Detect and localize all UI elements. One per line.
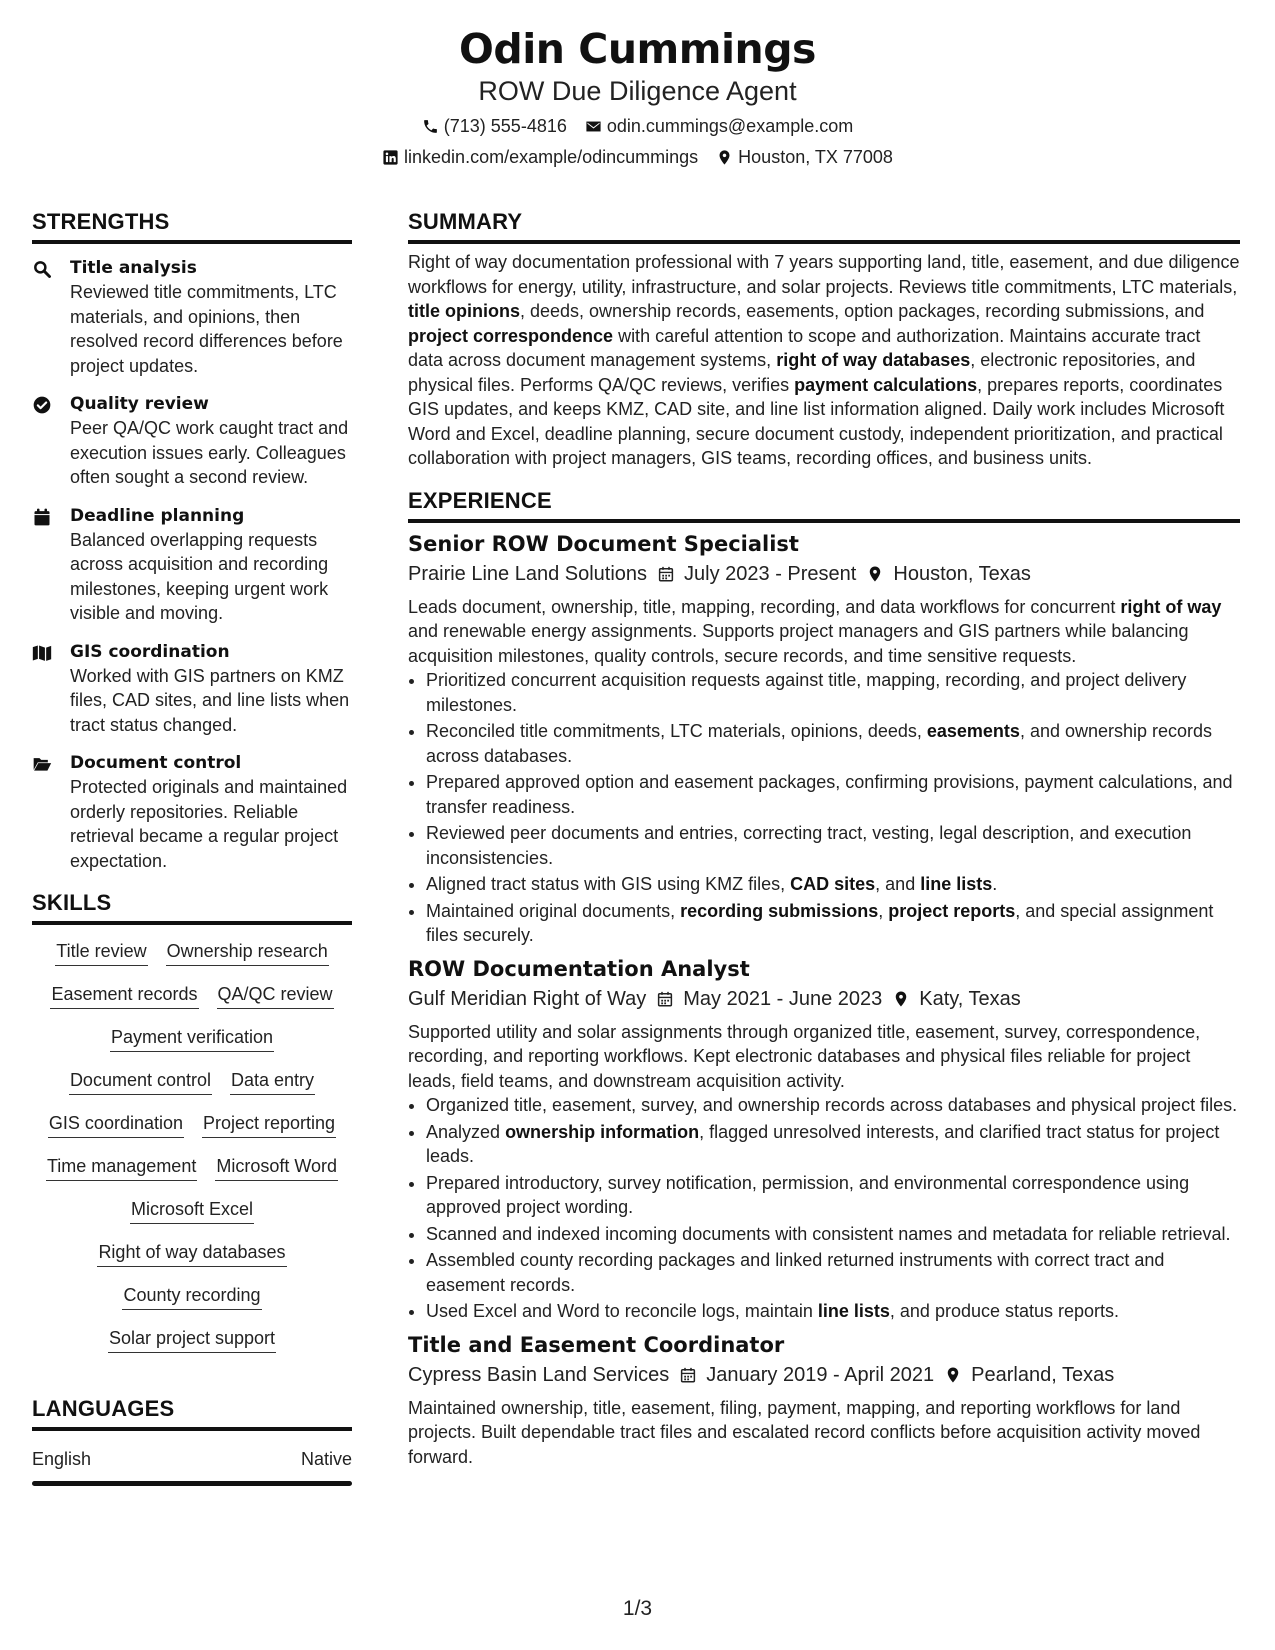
job-company: Gulf Meridian Right of Way bbox=[408, 987, 647, 1010]
skill-chip: County recording bbox=[122, 1283, 261, 1310]
location-pin-icon bbox=[716, 149, 733, 166]
contact-email[interactable] bbox=[585, 113, 853, 139]
resume-header bbox=[0, 22, 1275, 170]
skill-chip: QA/QC review bbox=[217, 982, 334, 1009]
calendar-outline-icon bbox=[656, 990, 674, 1008]
experience-heading: EXPERIENCE bbox=[408, 487, 552, 513]
job-bullet: • Maintained original documents, recording submissions, project reports, and special assignment files securely. bbox=[426, 899, 1240, 948]
calendar-icon bbox=[32, 507, 52, 527]
job-bullet: • Used Excel and Word to reconcile logs, maintain line lists, and produce status reports. bbox=[426, 1299, 1240, 1324]
skills-list bbox=[32, 939, 352, 1353]
map-icon bbox=[32, 643, 52, 663]
summary-section bbox=[408, 206, 1240, 471]
strength-description: Worked with GIS partners on KMZ files, CAD sites, and line lists when tract status changed. bbox=[70, 665, 350, 735]
linkedin-text[interactable]: linkedin.com/example/odincummings bbox=[404, 147, 699, 167]
languages-heading: LANGUAGES bbox=[32, 1396, 175, 1421]
job-title: Title and Easement Coordinator bbox=[408, 1332, 785, 1357]
job-dates: January 2019 - April 2021 bbox=[706, 1363, 935, 1386]
section-divider bbox=[408, 240, 1240, 244]
strength-item bbox=[32, 504, 352, 626]
phone-text: (713) 555-4816 bbox=[443, 116, 567, 136]
job-title: Senior ROW Document Specialist bbox=[408, 531, 799, 556]
strength-title: GIS coordination bbox=[70, 641, 230, 662]
job-title: ROW Documentation Analyst bbox=[408, 956, 750, 981]
job-entry bbox=[408, 529, 1240, 948]
envelope-icon bbox=[585, 118, 602, 135]
search-icon bbox=[32, 259, 52, 279]
job-bullets bbox=[408, 1093, 1240, 1324]
languages-section bbox=[32, 1393, 352, 1486]
skill-chip: Project reporting bbox=[202, 1111, 336, 1138]
job-location: Pearland, Texas bbox=[971, 1363, 1115, 1386]
job-bullet: • Organized title, easement, survey, and ownership records across databases and physical project files. bbox=[426, 1093, 1240, 1118]
phone-icon bbox=[422, 118, 439, 135]
calendar-outline-icon bbox=[657, 565, 675, 583]
language-level: Native bbox=[300, 1449, 352, 1469]
job-bullets bbox=[408, 668, 1240, 948]
experience-section bbox=[408, 485, 1240, 1470]
right-column bbox=[408, 206, 1240, 1469]
skill-chip: Right of way databases bbox=[97, 1240, 286, 1267]
language-name: English bbox=[32, 1449, 92, 1469]
job-bullet: • Reconciled title commitments, LTC materials, opinions, deeds, easements, and ownership records across databases. bbox=[426, 719, 1240, 768]
linkedin-icon bbox=[382, 149, 399, 166]
location-text: Houston, TX 77008 bbox=[738, 147, 893, 167]
location-pin-icon bbox=[892, 990, 910, 1008]
language-item bbox=[32, 1447, 352, 1471]
strength-item bbox=[32, 751, 352, 873]
job-intro: Maintained ownership, title, easement, filing, payment, mapping, and reporting workflows for land projects. Built dependable tract files and escalated record conflicts before acquisition activity moved forward. bbox=[408, 1397, 1201, 1467]
job-company: Prairie Line Land Solutions bbox=[408, 562, 648, 585]
summary-text: Right of way documentation professional with 7 years supporting land, title, easement, and due diligence workflows for energy, utility, infrastructure, and solar projects. Reviews title commitments, LTC materials, title opinions, deeds, ownership records, easements, option packages, recording submissions, and project correspondence with careful attention to scope and authorization. Maintains accurate tract data across document management systems, right of way databases, electronic repositories, and physical files. Performs QA/QC reviews, verifies payment calculations, prepares reports, coordinates GIS updates, and keeps KMZ, CAD site, and line list information aligned. Daily work includes Microsoft Word and Excel, deadline planning, secure document custody, independent prioritization, and practical collaboration with project managers, GIS teams, recording offices, and business units. bbox=[408, 252, 1240, 468]
strength-description: Peer QA/QC work caught tract and execution issues early. Colleagues often sought a second review. bbox=[70, 418, 349, 487]
job-intro: Leads document, ownership, title, mapping, recording, and data workflows for concurrent right of way and renewable energy assignments. Supports project managers and GIS partners while balancing acquisition milestones, quality controls, secure records, and time sensitive requests. bbox=[408, 596, 1222, 666]
location-pin-icon bbox=[866, 565, 884, 583]
job-meta bbox=[408, 559, 1240, 589]
skill-chip: Microsoft Word bbox=[215, 1154, 338, 1181]
skill-chip: Document control bbox=[69, 1068, 212, 1095]
skills-section bbox=[32, 887, 352, 1353]
skill-chip: Time management bbox=[46, 1154, 197, 1181]
job-bullet: • Assembled county recording packages and linked returned instruments with correct tract and easement records. bbox=[426, 1248, 1240, 1297]
job-location: Houston, Texas bbox=[893, 562, 1031, 585]
skill-chip: Ownership research bbox=[166, 939, 329, 966]
email-text[interactable]: odin.cummings@example.com bbox=[606, 116, 854, 136]
contact-row-2 bbox=[0, 144, 1275, 170]
strengths-list bbox=[32, 256, 352, 873]
job-bullet: • Prepared approved option and easement packages, confirming provisions, payment calculations, and transfer readiness. bbox=[426, 770, 1240, 819]
job-entry bbox=[408, 954, 1240, 1324]
skill-chip: Easement records bbox=[50, 982, 198, 1009]
skills-heading: SKILLS bbox=[32, 890, 112, 915]
page-number: 1/3 bbox=[622, 1597, 653, 1620]
strength-item bbox=[32, 640, 352, 738]
job-dates: July 2023 - Present bbox=[684, 562, 857, 585]
contact-row-1 bbox=[0, 113, 1275, 139]
candidate-role: ROW Due Diligence Agent bbox=[478, 76, 797, 106]
section-divider bbox=[32, 921, 352, 925]
language-level-bar bbox=[32, 1481, 352, 1486]
candidate-name: Odin Cummings bbox=[459, 25, 816, 73]
strength-item bbox=[32, 256, 352, 378]
job-bullet: • Scanned and indexed incoming documents with consistent names and metadata for reliable retrieval. bbox=[426, 1222, 1240, 1247]
strength-title: Document control bbox=[70, 753, 242, 773]
contact-linkedin[interactable] bbox=[382, 144, 698, 170]
check-circle-icon bbox=[32, 395, 52, 415]
skill-chip: Microsoft Excel bbox=[130, 1197, 254, 1224]
calendar-outline-icon bbox=[679, 1366, 697, 1384]
summary-heading: SUMMARY bbox=[408, 209, 523, 234]
strength-item bbox=[32, 392, 352, 490]
strength-description: Reviewed title commitments, LTC materials, and opinions, then resolved record differences before project updates. bbox=[70, 282, 343, 376]
job-company: Cypress Basin Land Services bbox=[408, 1363, 670, 1386]
job-entry bbox=[408, 1330, 1240, 1470]
section-divider bbox=[32, 1427, 352, 1431]
experience-list bbox=[408, 529, 1240, 1470]
job-bullet: • Prioritized concurrent acquisition requests against title, mapping, recording, and project delivery milestones. bbox=[426, 668, 1240, 717]
job-meta bbox=[408, 984, 1240, 1014]
job-intro: Supported utility and solar assignments through organized title, easement, survey, correspondence, recording, and reporting workflows. Kept electronic databases and physical files reliable for project leads, field teams, and downstream acquisition activity. bbox=[408, 1021, 1201, 1091]
strength-description: Balanced overlapping requests across acquisition and recording milestones, keeping urgent work visible and moving. bbox=[70, 529, 329, 623]
strengths-section bbox=[32, 206, 352, 873]
left-column bbox=[32, 206, 352, 1486]
job-bullet: • Reviewed peer documents and entries, correcting tract, vesting, legal description, and execution inconsistencies. bbox=[426, 821, 1240, 870]
contact-location bbox=[716, 144, 893, 170]
skill-chip: Payment verification bbox=[110, 1025, 274, 1052]
strength-title: Deadline planning bbox=[70, 505, 245, 526]
skill-chip: Data entry bbox=[230, 1068, 315, 1095]
folder-open-icon bbox=[32, 754, 52, 774]
location-pin-icon bbox=[944, 1366, 962, 1384]
strength-title: Quality review bbox=[70, 394, 209, 414]
strength-description: Protected originals and maintained orderly repositories. Reliable retrieval became a regular project expectation. bbox=[70, 777, 348, 871]
job-dates: May 2021 - June 2023 bbox=[683, 987, 883, 1010]
job-bullet: • Prepared introductory, survey notification, permission, and environmental correspondence using approved project wording. bbox=[426, 1171, 1240, 1220]
skill-chip: Solar project support bbox=[108, 1326, 276, 1353]
skill-chip: GIS coordination bbox=[48, 1111, 184, 1138]
section-divider bbox=[408, 519, 1240, 523]
contact-phone bbox=[422, 113, 567, 139]
job-location: Katy, Texas bbox=[919, 987, 1021, 1010]
section-divider bbox=[32, 240, 352, 244]
job-bullet: • Analyzed ownership information, flagged unresolved interests, and clarified tract status for project leads. bbox=[426, 1120, 1240, 1169]
strength-title: Title analysis bbox=[70, 258, 197, 278]
skill-chip: Title review bbox=[55, 939, 147, 966]
strengths-heading: STRENGTHS bbox=[32, 209, 170, 234]
job-bullet: • Aligned tract status with GIS using KMZ files, CAD sites, and line lists. bbox=[426, 872, 1240, 897]
job-meta bbox=[408, 1360, 1240, 1390]
